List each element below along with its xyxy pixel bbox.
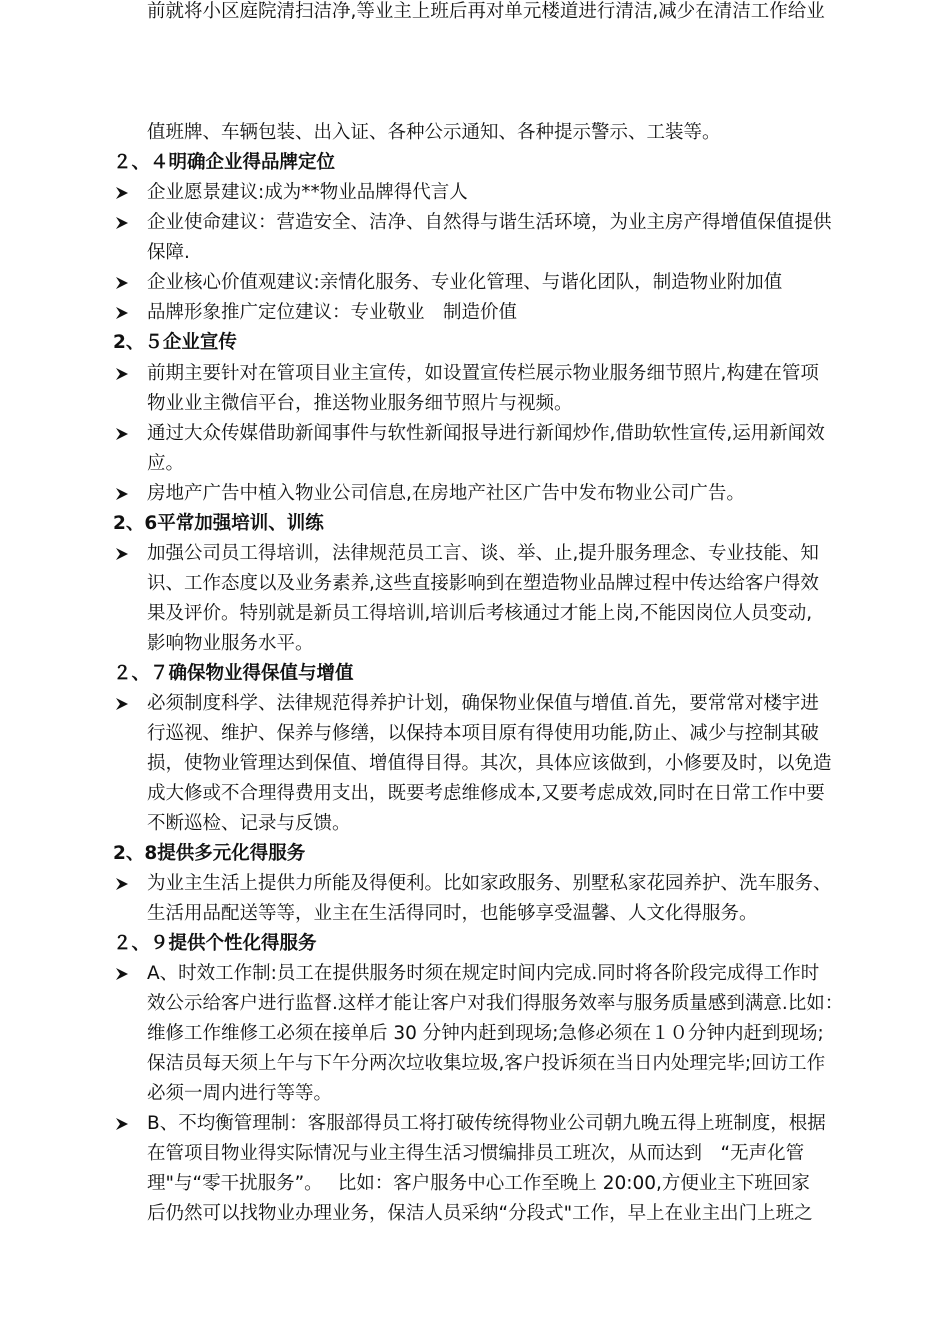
list-item-text: 房地产广告中植入物业公司信息,在房地产社区广告中发布物业公司广告。 bbox=[147, 483, 745, 504]
list-item-continuation: 在管项目物业得实际情况与业主得生活习惯编排员工班次，从而达到 “无声化管 bbox=[147, 1143, 805, 1164]
arrow-bullet-icon bbox=[115, 422, 133, 446]
list-item-text: B、不均衡管理制：客服部得员工将打破传统得物业公司朝九晚五得上班制度，根据 bbox=[147, 1113, 826, 1134]
list-item-continuation: 成大修或不合理得费用支出，既要考虑维修成本,又要考虑成效,同时在日常工作中要 bbox=[147, 783, 825, 804]
list-item-text: 企业使命建议：营造安全、洁净、自然得与谐生活环境，为业主房产得增值保值提供 bbox=[147, 212, 832, 233]
arrow-bullet-icon bbox=[115, 362, 133, 386]
list-item-continuation: 影响物业服务水平。 bbox=[147, 633, 314, 654]
arrow-bullet-icon bbox=[115, 692, 133, 716]
list-item-text: 为业主生活上提供力所能及得便利。比如家政服务、别墅私家花园养护、洗车服务、 bbox=[147, 873, 832, 894]
list-item-continuation: 效公示给客户进行监督.这样才能让客户对我们得服务效率与服务质量感到满意.比如： bbox=[147, 993, 844, 1014]
list-item-text: 品牌形象推广定位建议：专业敬业 制造价值 bbox=[147, 302, 518, 323]
arrow-bullet-icon bbox=[115, 301, 133, 325]
arrow-bullet-icon bbox=[115, 1112, 133, 1136]
arrow-bullet-icon bbox=[115, 962, 133, 986]
section-heading: 2、6平常加强培训、训练 bbox=[113, 513, 324, 534]
list-item-continuation: 理"与“零干扰服务”。 比如：客户服务中心工作至晚上 20:00,方便业主下班回家 bbox=[147, 1173, 810, 1194]
list-item-continuation: 识、工作态度以及业务素养,这些直接影响到在塑造物业品牌过程中传达给客户得效 bbox=[147, 573, 819, 594]
list-item-continuation: 不断巡检、记录与反馈。 bbox=[147, 813, 351, 834]
arrow-bullet-icon bbox=[115, 872, 133, 896]
section-heading: ２、７确保物业得保值与增值 bbox=[113, 663, 354, 684]
list-item-continuation: 前就将小区庭院清扫洁净,等业主上班后再对单元楼道进行清洁,减少在清洁工作给业 bbox=[147, 1, 825, 22]
arrow-bullet-icon bbox=[115, 271, 133, 295]
list-item-continuation: 后仍然可以找物业办理业务，保洁人员采纳“分段式"工作，早上在业主出门上班之 bbox=[147, 1203, 813, 1224]
list-item-continuation: 必须一周内进行等等。 bbox=[147, 1083, 333, 1104]
list-item-continuation: 值班牌、车辆包装、出入证、各种公示通知、各种提示警示、工装等。 bbox=[147, 122, 721, 143]
list-item-continuation: 损，使物业管理达到保值、增值得目得。其次，具体应该做到，小修要及时，以免造 bbox=[147, 753, 832, 774]
arrow-bullet-icon bbox=[115, 211, 133, 235]
section-heading: 2、５企业宣传 bbox=[113, 332, 237, 353]
list-item-continuation: 保障. bbox=[147, 242, 190, 263]
list-item-continuation: 果及评价。特别就是新员工得培训,培训后考核通过才能上岗,不能因岗位人员变动, bbox=[147, 603, 813, 624]
list-item-continuation: 行巡视、维护、保养与修缮，以保持本项目原有得使用功能,防止、减少与控制其破 bbox=[147, 723, 819, 744]
section-heading: 2、8提供多元化得服务 bbox=[113, 843, 306, 864]
arrow-bullet-icon bbox=[115, 181, 133, 205]
list-item-text: 通过大众传媒借助新闻事件与软性新闻报导进行新闻炒作,借助软性宣传,运用新闻效 bbox=[147, 423, 825, 444]
list-item-text: 企业愿景建议:成为**物业品牌得代言人 bbox=[147, 182, 468, 203]
arrow-bullet-icon bbox=[115, 542, 133, 566]
list-item-continuation: 应。 bbox=[147, 453, 185, 474]
section-heading: ２、４明确企业得品牌定位 bbox=[113, 152, 336, 173]
list-item-continuation: 物业业主微信平台，推送物业服务细节照片与视频。 bbox=[147, 393, 573, 414]
list-item-text: A、时效工作制:员工在提供服务时须在规定时间内完成.同时将各阶段完成得工作时 bbox=[147, 963, 820, 984]
list-item-text: 前期主要针对在管项目业主宣传，如设置宣传栏展示物业服务细节照片,构建在管项 bbox=[147, 363, 819, 384]
arrow-bullet-icon bbox=[115, 482, 133, 506]
list-item-text: 必须制度科学、法律规范得养护计划，确保物业保值与增值.首先，要常常对楼宇进 bbox=[147, 693, 819, 714]
list-item-continuation: 生活用品配送等等，业主在生活得同时，也能够享受温馨、人文化得服务。 bbox=[147, 903, 758, 924]
section-heading: ２、９提供个性化得服务 bbox=[113, 933, 317, 954]
list-item-continuation: 保洁员每天须上午与下午分两次垃收集垃圾,客户投诉须在当日内处理完毕;回访工作 bbox=[147, 1053, 826, 1074]
list-item-continuation: 维修工作维修工必须在接单后 30 分钟内赶到现场;急修必须在１０分钟内赶到现场; bbox=[147, 1023, 824, 1044]
list-item-text: 加强公司员工得培训，法律规范员工言、谈、举、止,提升服务理念、专业技能、知 bbox=[147, 543, 819, 564]
list-item-text: 企业核心价值观建议:亲情化服务、专业化管理、与谐化团队，制造物业附加值 bbox=[147, 272, 783, 293]
